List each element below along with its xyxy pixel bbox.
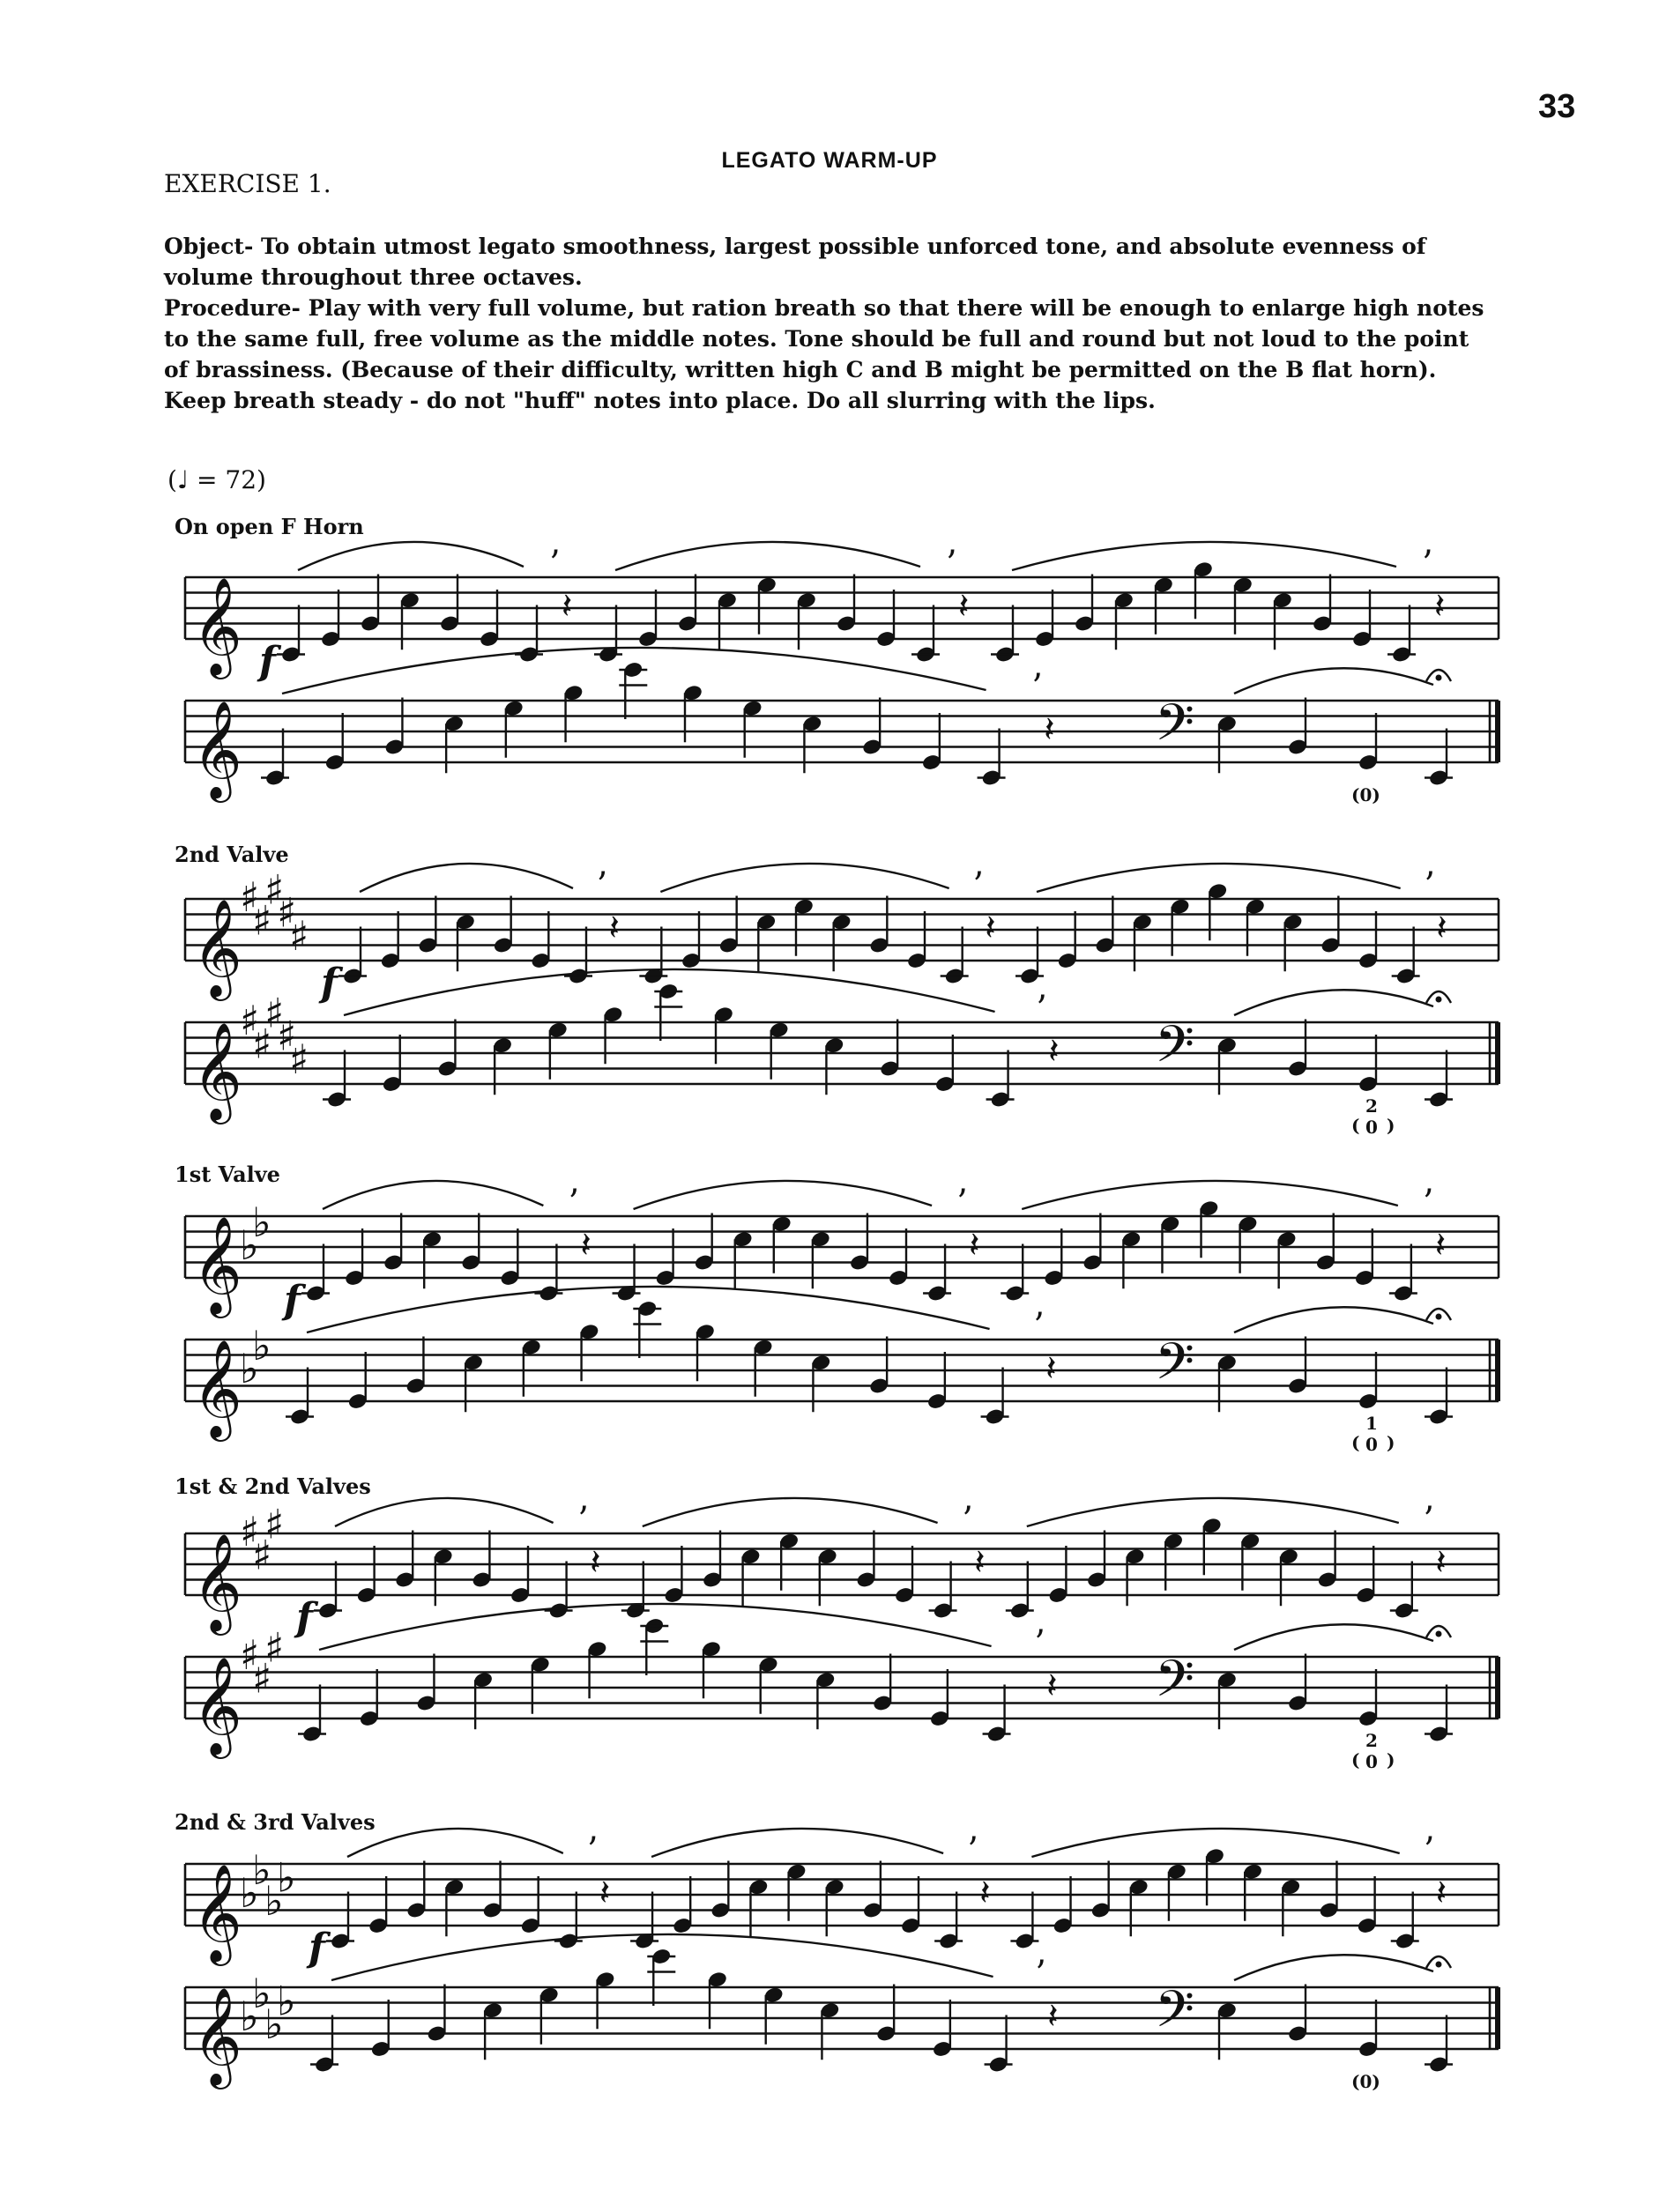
valve-fingering: (0)	[1351, 2071, 1380, 2092]
breath-mark: ’	[1424, 865, 1436, 906]
quarter-rest: 𝄽	[1435, 1873, 1447, 1913]
sharp-sign: ♯	[277, 1012, 297, 1060]
flat-sign: ♭	[252, 1969, 272, 2017]
breath-mark: ’	[549, 544, 561, 584]
breath-mark: ’	[1033, 1306, 1045, 1347]
fermata-dot	[1436, 1631, 1442, 1637]
slur	[347, 1829, 563, 1857]
sharp-sign: ♯	[264, 865, 285, 914]
sharp-sign: ♯	[252, 1020, 272, 1068]
breath-mark: ’	[568, 1183, 580, 1223]
bass-clef: 𝄢	[1155, 693, 1195, 765]
quarter-rest: 𝄽	[979, 1873, 991, 1913]
quarter-rest: 𝄽	[958, 586, 970, 627]
valve-fingering-paren: )	[1387, 1115, 1395, 1136]
valve-fingering-top: 2	[1365, 1730, 1378, 1751]
sharp-sign: ♯	[240, 1631, 260, 1679]
valve-fingering-top: 2	[1365, 1095, 1378, 1117]
breath-mark: ’	[1422, 1183, 1434, 1223]
flat-sign: ♭	[264, 2000, 284, 2048]
final-barline-thick	[1495, 1987, 1500, 2049]
section-label: On open F Horn	[175, 514, 364, 539]
dynamic-marking: f	[296, 1595, 313, 1640]
section-label: 2nd & 3rd Valves	[175, 1809, 376, 1835]
slur	[298, 542, 524, 570]
treble-clef: 𝄞	[192, 700, 242, 798]
dynamic-marking: f	[309, 1926, 325, 1971]
slur	[651, 1829, 943, 1857]
quarter-rest: 𝄽	[969, 1225, 980, 1266]
quarter-rest: 𝄽	[1046, 1666, 1058, 1706]
page-number: 33	[1538, 88, 1576, 125]
breath-mark: ’	[1423, 1500, 1435, 1540]
sharp-sign: ♯	[252, 1654, 272, 1703]
quarter-rest: 𝄽	[1436, 908, 1447, 948]
exercise-label: EXERCISE 1.	[164, 169, 331, 198]
breath-mark: ’	[1422, 544, 1433, 584]
slur	[1234, 1955, 1433, 1980]
section-label: 1st Valve	[175, 1162, 280, 1187]
valve-fingering-paren: (	[1351, 1115, 1360, 1136]
slur	[323, 1181, 543, 1209]
slur	[660, 864, 949, 892]
sharp-sign: ♯	[264, 1500, 285, 1548]
flat-sign: ♭	[264, 1876, 284, 1925]
object-paragraph: Object- To obtain utmost legato smoothness, largest possible unforced tone, and absolute evenness of volume throughout three octaves.	[164, 234, 1426, 290]
flat-sign: ♭	[240, 1993, 259, 2040]
slur	[1234, 1307, 1433, 1332]
sharp-sign: ♯	[252, 896, 272, 945]
breath-mark: ’	[596, 865, 608, 906]
treble-clef: 𝄞	[192, 1656, 242, 1755]
flat-sign: ♭	[252, 1321, 272, 1370]
sharp-sign: ♯	[277, 888, 297, 937]
breath-mark: ’	[1035, 1954, 1047, 1994]
quarter-rest: 𝄽	[1434, 1225, 1447, 1266]
flat-sign: ♭	[252, 1845, 272, 1894]
slur	[643, 1498, 938, 1526]
final-barline-thick	[1495, 1022, 1500, 1084]
bass-clef: 𝄢	[1155, 1979, 1195, 2052]
breath-mark: ’	[962, 1500, 973, 1540]
flat-sign: ♭	[240, 1345, 259, 1392]
sharp-sign: ♯	[240, 1508, 260, 1555]
bass-clef: 𝄢	[1155, 1014, 1195, 1087]
breath-mark: ’	[586, 1830, 599, 1871]
valve-fingering-paren: (	[1351, 1432, 1360, 1453]
valve-fingering-paren: )	[1387, 1749, 1395, 1770]
treble-clef: 𝄞	[192, 1339, 242, 1437]
treble-clef: 𝄞	[192, 1215, 242, 1314]
breath-mark: ’	[1423, 1830, 1435, 1871]
valve-fingering-bottom: 0	[1365, 1117, 1378, 1138]
slur	[1234, 1624, 1433, 1650]
treble-clef: 𝄞	[192, 1986, 242, 2085]
final-barline-thick	[1495, 701, 1500, 762]
breath-mark: ’	[1036, 989, 1048, 1029]
quarter-rest: 𝄽	[1434, 586, 1446, 627]
valve-fingering-paren: (	[1351, 1749, 1360, 1770]
slur	[1234, 990, 1433, 1015]
treble-clef: 𝄞	[192, 576, 242, 675]
dynamic-marking: f	[284, 1278, 301, 1323]
quarter-rest: 𝄽	[985, 908, 996, 948]
slur	[335, 1498, 554, 1526]
dynamic-marking: f	[259, 639, 276, 684]
fermata-dot	[1436, 997, 1442, 1003]
flat-sign: ♭	[277, 1977, 296, 2025]
treble-clef: 𝄞	[192, 1021, 242, 1120]
breath-mark: ’	[1031, 667, 1044, 708]
flat-sign: ♭	[277, 1853, 296, 1902]
quarter-rest: 𝄽	[1048, 1031, 1060, 1072]
sharp-sign: ♯	[289, 1035, 309, 1083]
quarter-rest: 𝄽	[974, 1542, 986, 1583]
valve-fingering: (0)	[1351, 784, 1380, 805]
quarter-rest: 𝄽	[599, 1873, 611, 1913]
sharp-sign: ♯	[240, 997, 260, 1044]
sharp-sign: ♯	[264, 1623, 285, 1672]
bass-clef: 𝄢	[1155, 1649, 1195, 1721]
breath-mark: ’	[972, 865, 985, 906]
breath-mark: ’	[946, 544, 957, 584]
treble-clef: 𝄞	[192, 898, 242, 997]
quarter-rest: 𝄽	[580, 1225, 591, 1266]
quarter-rest: 𝄽	[1045, 1348, 1057, 1389]
dynamic-marking: f	[321, 961, 338, 1006]
page-title: LEGATO WARM-UP	[721, 148, 938, 173]
quarter-rest: 𝄽	[1044, 709, 1055, 750]
quarter-rest: 𝄽	[1435, 1542, 1447, 1583]
section-label: 1st & 2nd Valves	[175, 1473, 371, 1499]
sharp-sign: ♯	[240, 873, 260, 921]
quarter-rest: 𝄽	[590, 1542, 601, 1583]
slur	[615, 542, 920, 570]
slur	[360, 864, 573, 892]
quarter-rest: 𝄽	[562, 586, 573, 627]
flat-sign: ♭	[240, 1221, 259, 1269]
treble-clef: 𝄞	[192, 1863, 242, 1962]
flat-sign: ♭	[240, 1869, 259, 1917]
flat-sign: ♭	[252, 1198, 272, 1246]
treble-clef: 𝄞	[192, 1533, 242, 1631]
procedure-paragraph: Procedure- Play with very full volume, but ration breath so that there will be enough to enlarge high notes to the same full, free volume as the middle notes. Tone should be full and round but not loud to the point of brassiness. (Because of their difficulty, written high C and B might be permitted on the B flat horn). Keep breath steady - do not "huff" notes into place. Do all slurring with the lips.	[164, 295, 1484, 413]
valve-fingering-top: 1	[1365, 1413, 1378, 1434]
final-barline-thick	[1495, 1340, 1500, 1401]
fermata-dot	[1436, 675, 1442, 681]
sharp-sign: ♯	[264, 989, 285, 1037]
breath-mark: ’	[956, 1183, 968, 1223]
section-label: 2nd Valve	[175, 842, 289, 867]
sharp-sign: ♯	[289, 911, 309, 960]
slur	[1234, 668, 1433, 694]
bass-clef: 𝄢	[1155, 1332, 1195, 1404]
slur	[634, 1181, 933, 1209]
valve-fingering-bottom: 0	[1365, 1751, 1378, 1772]
fermata-dot	[1436, 1962, 1442, 1968]
tempo-marking: (♩ = 72)	[167, 465, 266, 494]
sharp-sign: ♯	[252, 1531, 272, 1579]
breath-mark: ’	[577, 1500, 589, 1540]
quarter-rest: 𝄽	[1047, 1996, 1059, 2037]
valve-fingering-bottom: 0	[1365, 1434, 1378, 1455]
breath-mark: ’	[967, 1830, 978, 1871]
breath-mark: ’	[1034, 1623, 1046, 1664]
quarter-rest: 𝄽	[608, 908, 620, 948]
valve-fingering-paren: )	[1387, 1432, 1395, 1453]
final-barline-thick	[1495, 1657, 1500, 1718]
fermata-dot	[1436, 1314, 1442, 1320]
